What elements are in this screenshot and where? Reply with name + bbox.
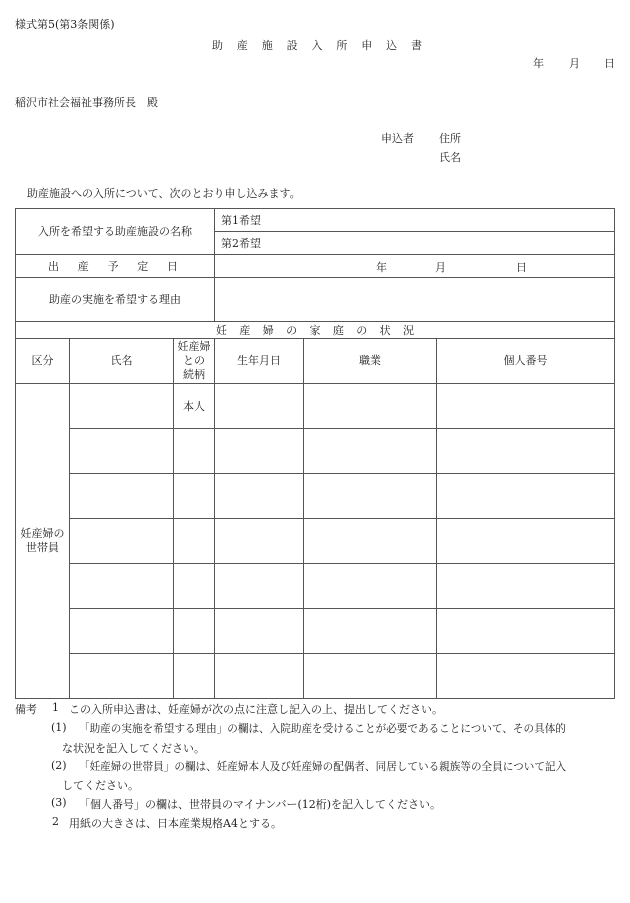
reason-field[interactable] xyxy=(215,278,614,321)
family-title-char: 産 xyxy=(239,324,251,337)
column-header-birthdate: 生年月日 xyxy=(237,354,281,367)
due-date-char: 出 xyxy=(48,260,59,273)
category-line: 妊産婦の xyxy=(20,527,65,540)
due-date-year-unit: 年 xyxy=(376,261,387,274)
relation-header-line: 妊産婦 xyxy=(177,340,211,353)
second-choice-label: 第2希望 xyxy=(221,237,261,250)
due-date-char: 予 xyxy=(107,260,119,273)
column-header-name: 氏名 xyxy=(110,354,133,367)
due-date-label xyxy=(48,255,178,277)
second-choice-field[interactable] xyxy=(215,232,614,254)
title-char: 書 xyxy=(411,39,422,52)
table-border-bottom xyxy=(15,698,615,699)
note-1-1-line1: 「助産の実施を希望する理由」の欄は、入院助産を受けることが必要であることについて、その具体的 xyxy=(79,723,566,735)
family-section-title xyxy=(216,322,414,338)
household-members-category xyxy=(16,384,69,698)
member-row[interactable] xyxy=(70,609,614,653)
note-1-number: 1 xyxy=(52,701,59,714)
note-1-3-text: 「個人番号」の欄は、世帯員のマイナンバー(12桁)を記入してください。 xyxy=(79,798,442,811)
family-title-char: 状 xyxy=(379,324,391,337)
addressee: 稲沢市社会福祉事務所長 殿 xyxy=(15,96,158,109)
member-row[interactable] xyxy=(70,429,614,473)
family-title-char: 家 xyxy=(309,324,321,337)
date-year-label: 年 xyxy=(533,57,544,70)
reason-label: 助産の実施を希望する理由 xyxy=(49,292,181,306)
family-title-char: 況 xyxy=(403,324,414,337)
family-title-char: 庭 xyxy=(332,324,344,337)
family-title-char: の xyxy=(286,324,298,337)
document-title xyxy=(212,37,422,51)
family-title-char: 婦 xyxy=(262,324,274,337)
notes-heading: 備考 xyxy=(15,703,37,716)
title-char: 所 xyxy=(336,39,348,52)
member-row[interactable] xyxy=(70,519,614,563)
title-char: 申 xyxy=(361,39,373,52)
column-header-occupation: 職業 xyxy=(359,354,381,367)
title-char: 込 xyxy=(386,39,398,52)
due-date-char: 定 xyxy=(137,260,149,273)
title-char: 産 xyxy=(236,39,248,52)
address-label: 住所 xyxy=(439,132,461,145)
title-char: 施 xyxy=(261,39,273,52)
due-date-char: 産 xyxy=(77,260,89,273)
date-month-label: 月 xyxy=(569,57,580,70)
family-title-char: 妊 xyxy=(216,324,227,337)
note-1-1-line2: な状況を記入してください。 xyxy=(62,742,205,755)
note-1-text: この入所申込書は、妊産婦が次の点に注意し記入の上、提出してください。 xyxy=(69,703,443,716)
applicant-label: 申込者 xyxy=(381,132,414,145)
note-1-2-number: (2) xyxy=(51,759,67,772)
self-relation: 本人 xyxy=(183,400,205,413)
family-title-char: の xyxy=(356,324,368,337)
date-day-label: 日 xyxy=(604,57,615,70)
note-2-number: 2 xyxy=(52,815,59,828)
due-date-month-unit: 月 xyxy=(435,261,446,274)
form-number: 様式第5(第3条関係) xyxy=(15,18,115,31)
relation-header-line: との xyxy=(183,354,205,367)
column-header-relation xyxy=(174,339,214,383)
column-header-personal-number: 個人番号 xyxy=(503,354,548,367)
due-date-day-unit: 日 xyxy=(516,261,527,274)
note-1-3-number: (3) xyxy=(51,796,67,809)
first-choice-field[interactable] xyxy=(215,209,614,231)
note-2-text: 用紙の大きさは、日本産業規格A4とする。 xyxy=(69,817,282,830)
due-date-field[interactable] xyxy=(215,255,614,277)
name-label: 氏名 xyxy=(439,151,461,164)
member-row[interactable] xyxy=(70,654,614,698)
table-border-right xyxy=(614,208,615,699)
title-char: 設 xyxy=(286,39,298,52)
first-choice-label: 第1希望 xyxy=(221,214,261,227)
relation-header-line: 続柄 xyxy=(183,368,205,381)
title-char: 助 xyxy=(212,39,223,52)
member-row[interactable] xyxy=(70,564,614,608)
member-row[interactable] xyxy=(70,384,614,428)
due-date-char: 日 xyxy=(167,260,178,273)
note-1-2-line2: してください。 xyxy=(62,779,139,792)
column-header-category: 区分 xyxy=(31,354,54,367)
facility-name-label: 入所を希望する助産施設の名称 xyxy=(38,224,192,238)
intro-text: 助産施設への入所について、次のとおり申し込みます。 xyxy=(27,187,301,200)
member-row[interactable] xyxy=(70,474,614,518)
title-char: 入 xyxy=(311,39,323,52)
note-1-2-line1: 「妊産婦の世帯員」の欄は、妊産婦本人及び妊産婦の配偶者、同居している親族等の全員について記入 xyxy=(79,761,567,773)
category-line: 世帯員 xyxy=(26,541,59,554)
note-1-1-number: (1) xyxy=(51,721,67,734)
